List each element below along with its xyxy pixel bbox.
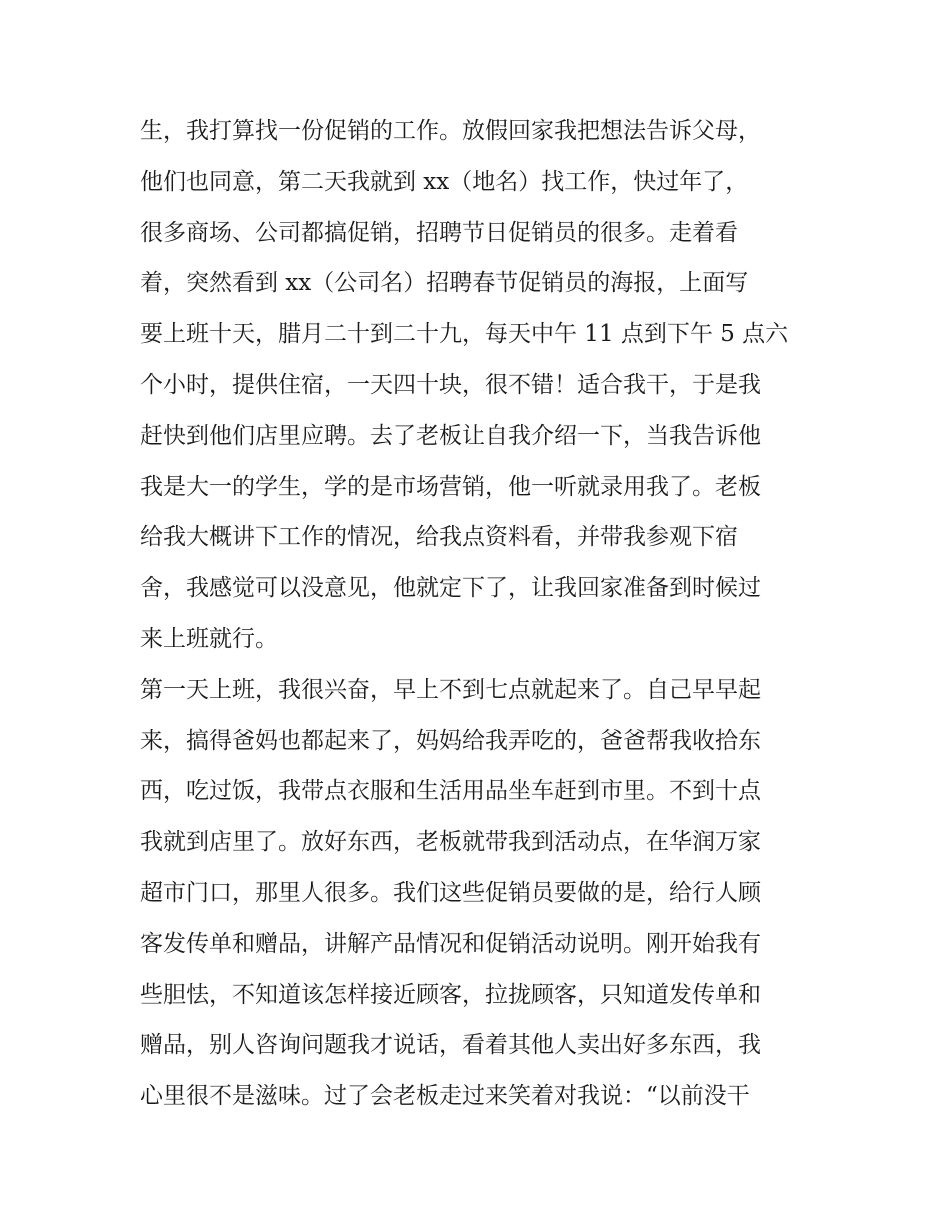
text-line-2: 他们也同意，第二天我就到 xx（地名）找工作，快过年了，	[140, 168, 749, 195]
text-line-20: 心里很不是滋味。过了会老板走过来笑着对我说：“以前没干	[140, 1083, 750, 1110]
text-line-19: 赠品，别人咨询问题我才说话，看着其他人卖出好多东西，我	[140, 1032, 761, 1059]
text-line-7: 赶快到他们店里应聘。去了老板让自我介绍一下，当我告诉他	[140, 422, 761, 449]
text-line-4: 着，突然看到 xx（公司名）招聘春节促销员的海报，上面写	[140, 270, 749, 297]
text-line-8: 我是大一的学生，学的是市场营销，他一听就录用我了。老板	[140, 473, 761, 500]
text-line-12: 第一天上班，我很兴奋，早上不到七点就起来了。自己早早起	[140, 676, 761, 703]
text-line-17: 客发传单和赠品，讲解产品情况和促销活动说明。刚开始我有	[140, 930, 761, 957]
text-line-14: 西，吃过饭，我带点衣服和生活用品坐车赶到市里。不到十点	[140, 778, 761, 805]
text-line-13: 来，搞得爸妈也都起来了，妈妈给我弄吃的，爸爸帮我收拾东	[140, 727, 761, 754]
body-text	[140, 106, 820, 1122]
text-line-10: 舍，我感觉可以没意见，他就定下了，让我回家准备到时候过	[140, 575, 761, 602]
text-line-6: 个小时，提供住宿，一天四十块，很不错！适合我干，于是我	[140, 371, 761, 398]
text-line-11: 来上班就行。	[140, 625, 278, 652]
text-line-18: 些胆怯，不知道该怎样接近顾客，拉拢顾客，只知道发传单和	[140, 981, 761, 1008]
text-line-5: 要上班十天，腊月二十到二十九，每天中午 11 点到下午 5 点六	[140, 321, 789, 348]
text-line-1: 生，我打算找一份促销的工作。放假回家我把想法告诉父母，	[140, 118, 761, 144]
text-line-15: 我就到店里了。放好东西，老板就带我到活动点，在华润万家	[140, 829, 761, 856]
text-line-16: 超市门口，那里人很多。我们这些促销员要做的是，给行人顾	[140, 879, 761, 906]
text-line-9: 给我大概讲下工作的情况，给我点资料看，并带我参观下宿	[140, 524, 738, 551]
text-line-3: 很多商场、公司都搞促销，招聘节日促销员的很多。走着看	[140, 219, 738, 246]
